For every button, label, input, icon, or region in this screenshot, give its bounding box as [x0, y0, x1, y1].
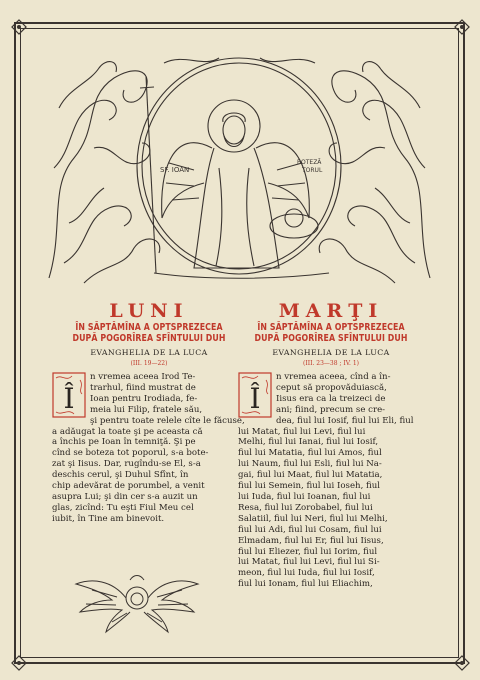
saint-john-illustration [44, 48, 435, 286]
corner-ornament-icon [8, 652, 30, 674]
scripture-reference: (III. 19—22) [130, 360, 168, 367]
monday-reading [52, 372, 245, 525]
text-line: Melhi, fiul lui Ianai, fiul lui Iosif, [238, 437, 379, 448]
text-line: cînd se boteza tot poporul, s-a bote- [52, 448, 209, 459]
subtitle-line-2: DUPĂ POGORÎREA SFÎNTULUI DUH [72, 333, 226, 344]
corner-ornament-icon [451, 16, 473, 38]
text-line: lui Iuda, fiul lui Ioanan, fiul lui [238, 491, 371, 502]
text-line: fiul lui Semein, fiul lui Ioseh, fiul [238, 481, 381, 492]
drop-cap-letter: Î [249, 382, 261, 415]
text-line: iubit, în Tine am binevoit. [52, 513, 165, 524]
text-line: gai, fiul lui Maat, fiul lui Matatia, [238, 470, 383, 481]
text-line: zat şi Iisus. Dar, rugîndu-se El, s-a [52, 459, 201, 470]
drop-cap [52, 372, 86, 418]
text-line: dea, fiul lui Iosif, fiul lui Eli, fiul [276, 415, 414, 426]
scripture-reference: (III. 23—38 ; IV. 1) [303, 360, 359, 367]
text-line: ani; fiind, precum se cre- [276, 404, 386, 415]
subtitle-line-1: ÎN SĂPTĂMÎNA A OPTSPREZECEA [257, 322, 405, 333]
text-line: meia lui Filip, fratele său, [90, 404, 203, 415]
text-line: lui Matat, fiul lui Levi, fiul lui [238, 426, 366, 437]
monday-heading [54, 300, 244, 368]
saint-label: SF. IOAN [160, 166, 190, 174]
subtitle-line-1: ÎN SĂPTĂMÎNA A OPTSPREZECEA [75, 322, 223, 333]
text-line: deschis cerul, şi Duhul Sfînt, în [52, 470, 189, 481]
text-line: fiul lui Adi, fiul lui Cosam, fiul lui [238, 524, 382, 535]
gospel-label: EVANGHELIA DE LA LUCA [90, 348, 208, 357]
text-line: lui Naum, fiul lui Esli, fiul lui Na- [238, 459, 382, 470]
text-line: Elmadam, fiul lui Er, fiul lui Iisus, [238, 535, 384, 546]
subtitle-line-2: DUPĂ POGORÎREA SFÎNTULUI DUH [254, 333, 408, 344]
text-line: a închis pe Ioan în temniţă. Şi pe [52, 437, 196, 448]
corner-ornament-icon [8, 16, 30, 38]
text-line: Iisus era ca la treizeci de [276, 393, 386, 404]
text-line: trarhul, fiind mustrat de [90, 382, 196, 393]
tuesday-reading [238, 372, 422, 590]
drop-cap [238, 372, 272, 418]
text-line: n vremea aceea, cînd a în- [276, 372, 391, 382]
text-line: şi pentru toate relele cîte le făcuse, [90, 415, 245, 426]
text-line: a adăugat la toate şi pe aceasta că [52, 426, 203, 437]
text-line: Ioan pentru Irodiada, fe- [90, 393, 198, 404]
text-line: ceput să propovăduiască, [276, 382, 387, 393]
text-line: lui Matat, fiul lui Levi, fiul lui Si- [238, 557, 380, 568]
text-line: fiul lui Matatia, fiul lui Amos, fiul [238, 448, 382, 459]
text-line: n vremea aceea Irod Te- [90, 372, 196, 382]
text-line: asupra Lui; şi din cer s-a auzit un [52, 491, 198, 502]
day-title: LUNI [109, 300, 189, 322]
text-line: meon, fiul lui Iuda, fiul lui Iosif, [238, 568, 375, 579]
text-line: fiul lui Ionam, fiul lui Eliachim, [238, 579, 373, 590]
gospel-label: EVANGHELIA DE LA LUCA [272, 348, 390, 357]
day-title: MARŢI [278, 300, 384, 322]
tuesday-heading [236, 300, 426, 368]
corner-ornament-icon [451, 652, 473, 674]
drop-cap-letter: Î [63, 382, 75, 415]
cherub-ornament-icon [72, 570, 202, 640]
text-line: fiul lui Eliezer, fiul lui Iorim, fiul [238, 546, 378, 557]
baptist-label-line1: BOTEZĂ [297, 159, 322, 166]
text-line: Salatiil, fiul lui Neri, fiul lui Melhi, [238, 513, 388, 524]
baptist-label-line2: TORUL [302, 167, 323, 174]
text-line: chip adevărat de porumbel, a venit [52, 481, 205, 492]
text-line: glas, zicînd: Tu eşti Fiul Meu cel [52, 502, 194, 513]
text-line: Resa, fiul lui Zorobabel, fiul lui [238, 502, 373, 513]
